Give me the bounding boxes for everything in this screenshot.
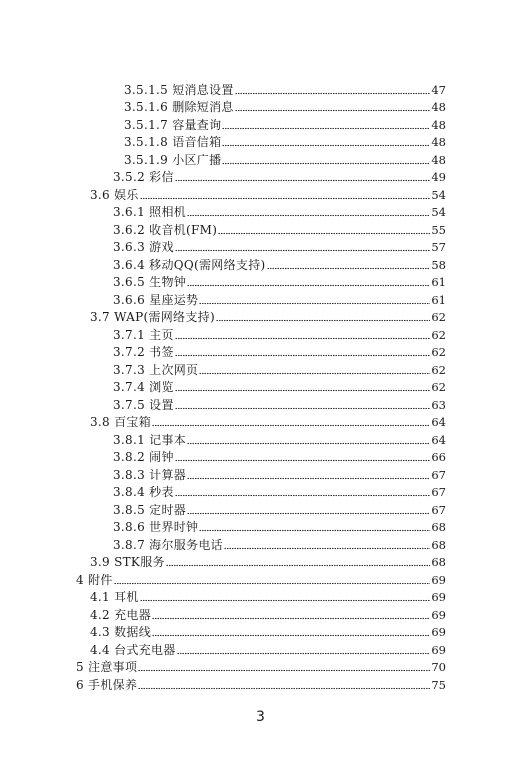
dot-leader xyxy=(177,652,431,655)
toc-entry-title: 3.8.1 记事本 xyxy=(113,432,187,447)
toc-entry-title: 3.6.3 游戏 xyxy=(113,240,174,254)
dot-leader xyxy=(152,634,430,637)
toc-entry-page: 48 xyxy=(431,152,446,167)
toc-entry-page: 62 xyxy=(431,310,446,324)
toc-entry-title: 3.5.1.5 短消息设置 xyxy=(124,82,234,97)
toc-entry[interactable] xyxy=(76,569,446,587)
toc-entry-title: 3.8.6 世界时钟 xyxy=(113,520,199,534)
toc-entry[interactable] xyxy=(90,307,446,325)
toc-entry[interactable] xyxy=(113,254,446,272)
toc-entry-title: 3.8.4 秒表 xyxy=(113,485,174,499)
toc-entry-page: 62 xyxy=(431,362,446,377)
dot-leader xyxy=(187,214,430,217)
toc-entry-title: 4.2 充电器 xyxy=(90,607,151,622)
dot-leader xyxy=(138,669,430,672)
toc-entry-title: 3.5.2 彩信 xyxy=(113,170,174,184)
toc-entry[interactable] xyxy=(113,429,446,447)
dot-leader xyxy=(216,319,430,322)
toc-entry-page: 67 xyxy=(431,502,446,517)
dot-leader xyxy=(187,512,430,515)
dot-leader xyxy=(175,389,431,392)
toc-entry-title: 3.5.1.7 容量查询 xyxy=(124,117,222,132)
toc-entry[interactable] xyxy=(113,237,446,255)
dot-leader xyxy=(199,372,430,375)
dot-leader xyxy=(187,477,430,480)
dot-leader xyxy=(187,442,430,445)
toc-entry-page: 69 xyxy=(431,590,446,604)
toc-entry-page: 70 xyxy=(431,660,446,674)
toc-entry[interactable] xyxy=(113,534,446,552)
toc-entry-page: 61 xyxy=(431,292,446,307)
toc-entry[interactable] xyxy=(90,412,446,430)
toc-entry-page: 68 xyxy=(431,537,446,552)
dot-leader xyxy=(199,302,430,305)
toc-entry-title: 3.5.1.9 小区广播 xyxy=(124,152,222,167)
toc-entry-title: 3.6.6 星座运势 xyxy=(113,292,199,307)
toc-entry-page: 68 xyxy=(431,520,446,534)
dot-leader xyxy=(152,617,430,620)
toc-entry-page: 67 xyxy=(431,485,446,499)
toc-entry-title: 3.7.2 书签 xyxy=(113,345,174,359)
dot-leader xyxy=(140,197,431,200)
toc-entry-page: 63 xyxy=(431,397,446,412)
toc-entry[interactable] xyxy=(113,447,446,465)
dot-leader xyxy=(222,162,430,165)
dot-leader xyxy=(175,494,431,497)
dot-leader xyxy=(175,249,431,252)
toc-entry-page: 67 xyxy=(431,467,446,482)
toc-entry-title: 3.6.5 生物钟 xyxy=(113,275,187,289)
toc-entry-title: 3.8.7 海尔服务电话 xyxy=(113,537,223,552)
toc-entry[interactable] xyxy=(113,499,446,517)
toc-entry[interactable] xyxy=(124,114,446,132)
dot-leader xyxy=(187,284,430,287)
toc-entry[interactable] xyxy=(90,604,446,622)
toc-entry-page: 58 xyxy=(431,257,446,272)
toc-entry[interactable] xyxy=(113,482,446,500)
toc-entry-title: 3.8.2 闹钟 xyxy=(113,450,174,464)
dot-leader xyxy=(138,687,430,690)
dot-leader xyxy=(175,337,431,340)
toc-entry-page: 57 xyxy=(431,240,446,254)
toc-entry-title: 3.5.1.6 删除短消息 xyxy=(124,100,234,114)
toc-entry-page: 64 xyxy=(431,432,446,447)
toc-entry-title: 3.7.4 浏览 xyxy=(113,380,174,394)
toc-entry-title: 3.7 WAP(需网络支持) xyxy=(90,310,215,324)
toc-entry[interactable] xyxy=(113,324,446,342)
toc-entry[interactable] xyxy=(113,289,446,307)
toc-entry-page: 69 xyxy=(431,642,446,657)
toc-entry-page: 62 xyxy=(431,327,446,342)
toc-entry[interactable] xyxy=(113,342,446,360)
dot-leader xyxy=(222,144,430,147)
toc-entry[interactable] xyxy=(113,219,446,237)
toc-entry-page: 75 xyxy=(431,677,446,692)
toc-entry-title: 3.8 百宝箱 xyxy=(90,415,151,429)
dot-leader xyxy=(166,564,431,567)
dot-leader xyxy=(235,92,431,95)
toc-entry-page: 48 xyxy=(431,117,446,132)
toc-entry-page: 48 xyxy=(431,135,446,149)
toc-entry-title: 6 手机保养 xyxy=(76,677,138,692)
toc-entry[interactable] xyxy=(113,517,446,535)
toc-entry-title: 3.7.1 主页 xyxy=(113,327,174,342)
toc-entry[interactable] xyxy=(90,587,446,605)
toc-entry[interactable] xyxy=(113,167,446,185)
toc-entry[interactable] xyxy=(76,674,446,692)
dot-leader xyxy=(218,232,430,235)
toc-entry-title: 5 注意事项 xyxy=(76,660,138,674)
toc-entry[interactable] xyxy=(90,552,446,570)
page-number: 3 xyxy=(256,709,265,725)
dot-leader xyxy=(222,127,430,130)
toc-entry[interactable] xyxy=(124,149,446,167)
toc-entry[interactable] xyxy=(90,639,446,657)
toc-entry[interactable] xyxy=(90,184,446,202)
toc-entry-title: 3.6.1 照相机 xyxy=(113,205,187,219)
dot-leader xyxy=(175,407,431,410)
toc-entry[interactable] xyxy=(113,202,446,220)
dot-leader xyxy=(152,424,430,427)
toc-entry-page: 69 xyxy=(431,572,446,587)
dot-leader xyxy=(140,599,431,602)
toc-entry-title: 4 附件 xyxy=(76,572,113,587)
toc-entry-title: 3.9 STK服务 xyxy=(90,555,165,569)
toc-entry[interactable] xyxy=(113,377,446,395)
dot-leader xyxy=(175,179,431,182)
toc-entry-page: 64 xyxy=(431,415,446,429)
toc-entry[interactable] xyxy=(113,272,446,290)
toc-entry-page: 61 xyxy=(431,275,446,289)
toc-entry[interactable] xyxy=(113,464,446,482)
toc-entry[interactable] xyxy=(124,97,446,115)
toc-entry[interactable] xyxy=(76,657,446,675)
toc-entry-page: 48 xyxy=(431,100,446,114)
toc-entry-page: 49 xyxy=(431,170,446,184)
toc-entry-title: 4.4 台式充电器 xyxy=(90,642,176,657)
toc-entry-title: 4.3 数据线 xyxy=(90,625,151,639)
toc-entry-title: 3.6.2 收音机(FM) xyxy=(113,222,218,237)
toc-entry-title: 3.8.3 计算器 xyxy=(113,467,187,482)
toc-entry-title: 4.1 耳机 xyxy=(90,590,139,604)
table-of-contents xyxy=(0,79,521,692)
toc-entry-page: 66 xyxy=(431,450,446,464)
toc-entry[interactable] xyxy=(113,359,446,377)
toc-entry-title: 3.7.3 上次网页 xyxy=(113,362,199,377)
toc-entry-title: 3.7.5 设置 xyxy=(113,397,174,412)
toc-entry-title: 3.5.1.8 语音信箱 xyxy=(124,135,222,149)
toc-entry[interactable] xyxy=(124,79,446,97)
dot-leader xyxy=(175,459,431,462)
toc-entry-page: 54 xyxy=(431,187,446,202)
toc-entry[interactable] xyxy=(113,394,446,412)
toc-entry-title: 3.8.5 定时器 xyxy=(113,502,187,517)
toc-entry-page: 55 xyxy=(431,222,446,237)
toc-entry-page: 68 xyxy=(431,555,446,569)
toc-entry-page: 62 xyxy=(431,345,446,359)
toc-entry-page: 54 xyxy=(431,205,446,219)
dot-leader xyxy=(114,582,431,585)
dot-leader xyxy=(267,267,431,270)
dot-leader xyxy=(235,109,431,112)
toc-entry-page: 69 xyxy=(431,625,446,639)
toc-entry-title: 3.6 娱乐 xyxy=(90,187,139,202)
toc-entry[interactable] xyxy=(90,622,446,640)
dot-leader xyxy=(175,354,431,357)
toc-entry-page: 62 xyxy=(431,380,446,394)
dot-leader xyxy=(224,547,430,550)
toc-entry-page: 47 xyxy=(431,82,446,97)
toc-entry[interactable] xyxy=(124,132,446,150)
toc-entry-page: 69 xyxy=(431,607,446,622)
toc-entry-title: 3.6.4 移动QQ(需网络支持) xyxy=(113,257,266,272)
dot-leader xyxy=(199,529,430,532)
